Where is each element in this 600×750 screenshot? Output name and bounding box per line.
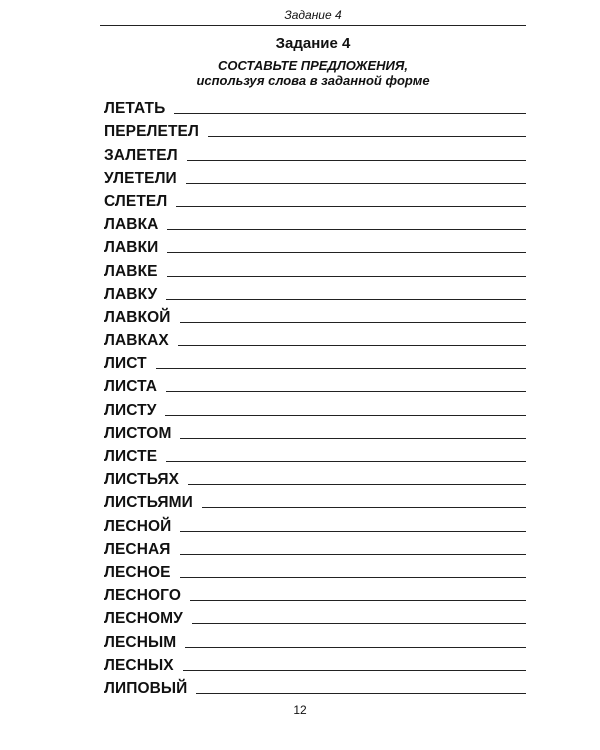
word-label: СЛЕТЕЛ	[104, 192, 168, 210]
answer-line[interactable]	[180, 322, 526, 323]
word-label: ЛИСТЬЯМИ	[104, 494, 193, 512]
answer-line[interactable]	[190, 600, 526, 601]
word-row	[104, 233, 526, 256]
word-label: ЛЕСНОЕ	[104, 563, 171, 581]
word-row	[104, 326, 526, 349]
word-label: ЛЕСНОМУ	[104, 610, 183, 628]
instruction-line-1: СОСТАВЬТЕ ПРЕДЛОЖЕНИЯ,	[218, 58, 408, 73]
word-row	[104, 604, 526, 627]
word-label: ЛАВКИ	[104, 239, 159, 257]
word-row	[104, 465, 526, 488]
word-label: ПЕРЕЛЕТЕЛ	[104, 123, 199, 141]
word-label: ЛИСТЬЯХ	[104, 471, 180, 489]
word-label: ЛАВКА	[104, 216, 159, 234]
answer-line[interactable]	[202, 507, 526, 508]
running-header: Задание 4	[284, 8, 342, 22]
answer-line[interactable]	[186, 183, 526, 184]
word-row	[104, 535, 526, 558]
word-row	[104, 558, 526, 581]
word-label: ЛИСТОМ	[104, 424, 172, 442]
word-label: ЛИСТУ	[104, 401, 157, 419]
answer-line[interactable]	[166, 461, 526, 462]
word-row	[104, 419, 526, 442]
answer-line[interactable]	[208, 136, 526, 137]
word-row	[104, 210, 526, 233]
answer-line[interactable]	[196, 693, 526, 694]
answer-line[interactable]	[187, 160, 526, 161]
answer-line[interactable]	[167, 252, 526, 253]
answer-line[interactable]	[174, 113, 526, 114]
answer-line[interactable]	[188, 484, 526, 485]
word-row	[104, 140, 526, 163]
word-row	[104, 303, 526, 326]
word-row	[104, 349, 526, 372]
answer-line[interactable]	[178, 345, 526, 346]
header-rule	[100, 25, 526, 26]
word-row	[104, 164, 526, 187]
word-row	[104, 627, 526, 650]
answer-line[interactable]	[166, 391, 526, 392]
word-label: ЛИПОВЫЙ	[104, 679, 188, 697]
answer-line[interactable]	[192, 623, 526, 624]
word-row	[104, 94, 526, 117]
answer-line[interactable]	[180, 438, 526, 439]
answer-line[interactable]	[167, 276, 526, 277]
word-label: ЛЕСНАЯ	[104, 540, 171, 558]
word-label: ЗАЛЕТЕЛ	[104, 146, 178, 164]
word-row	[104, 442, 526, 465]
answer-line[interactable]	[185, 647, 526, 648]
word-label: ЛАВКЕ	[104, 262, 158, 280]
answer-line[interactable]	[180, 554, 526, 555]
word-label: УЛЕТЕЛИ	[104, 169, 177, 187]
answer-line[interactable]	[176, 206, 526, 207]
word-row	[104, 488, 526, 511]
task-instruction	[100, 58, 526, 88]
word-row	[104, 674, 526, 697]
answer-line[interactable]	[156, 368, 526, 369]
word-row	[104, 372, 526, 395]
word-label: ЛИСТА	[104, 378, 158, 396]
word-label: ЛИСТ	[104, 355, 147, 373]
answer-line[interactable]	[165, 415, 526, 416]
task-title: Задание 4	[275, 35, 351, 52]
word-label: ЛЕСНЫМ	[104, 633, 177, 651]
word-label: ЛАВКУ	[104, 285, 158, 303]
word-row	[104, 187, 526, 210]
answer-line[interactable]	[180, 577, 526, 578]
word-label: ЛЕСНЫХ	[104, 656, 174, 674]
word-row	[104, 581, 526, 604]
word-row	[104, 280, 526, 303]
word-row	[104, 511, 526, 534]
word-list	[104, 94, 526, 697]
word-row	[104, 395, 526, 418]
word-label: ЛАВКОЙ	[104, 308, 171, 326]
word-row	[104, 651, 526, 674]
word-label: ЛИСТЕ	[104, 448, 158, 465]
word-row	[104, 117, 526, 140]
answer-line[interactable]	[166, 299, 526, 300]
word-label: ЛАВКАХ	[104, 332, 169, 350]
instruction-line-2: используя слова в заданной форме	[196, 73, 430, 88]
answer-line[interactable]	[180, 531, 526, 532]
answer-line[interactable]	[167, 229, 526, 230]
word-label: ЛЕТАТЬ	[104, 100, 166, 118]
page-number: 12	[293, 703, 307, 717]
word-row	[104, 256, 526, 279]
word-label: ЛЕСНОЙ	[104, 517, 172, 535]
answer-line[interactable]	[183, 670, 526, 671]
word-label: ЛЕСНОГО	[104, 587, 181, 605]
